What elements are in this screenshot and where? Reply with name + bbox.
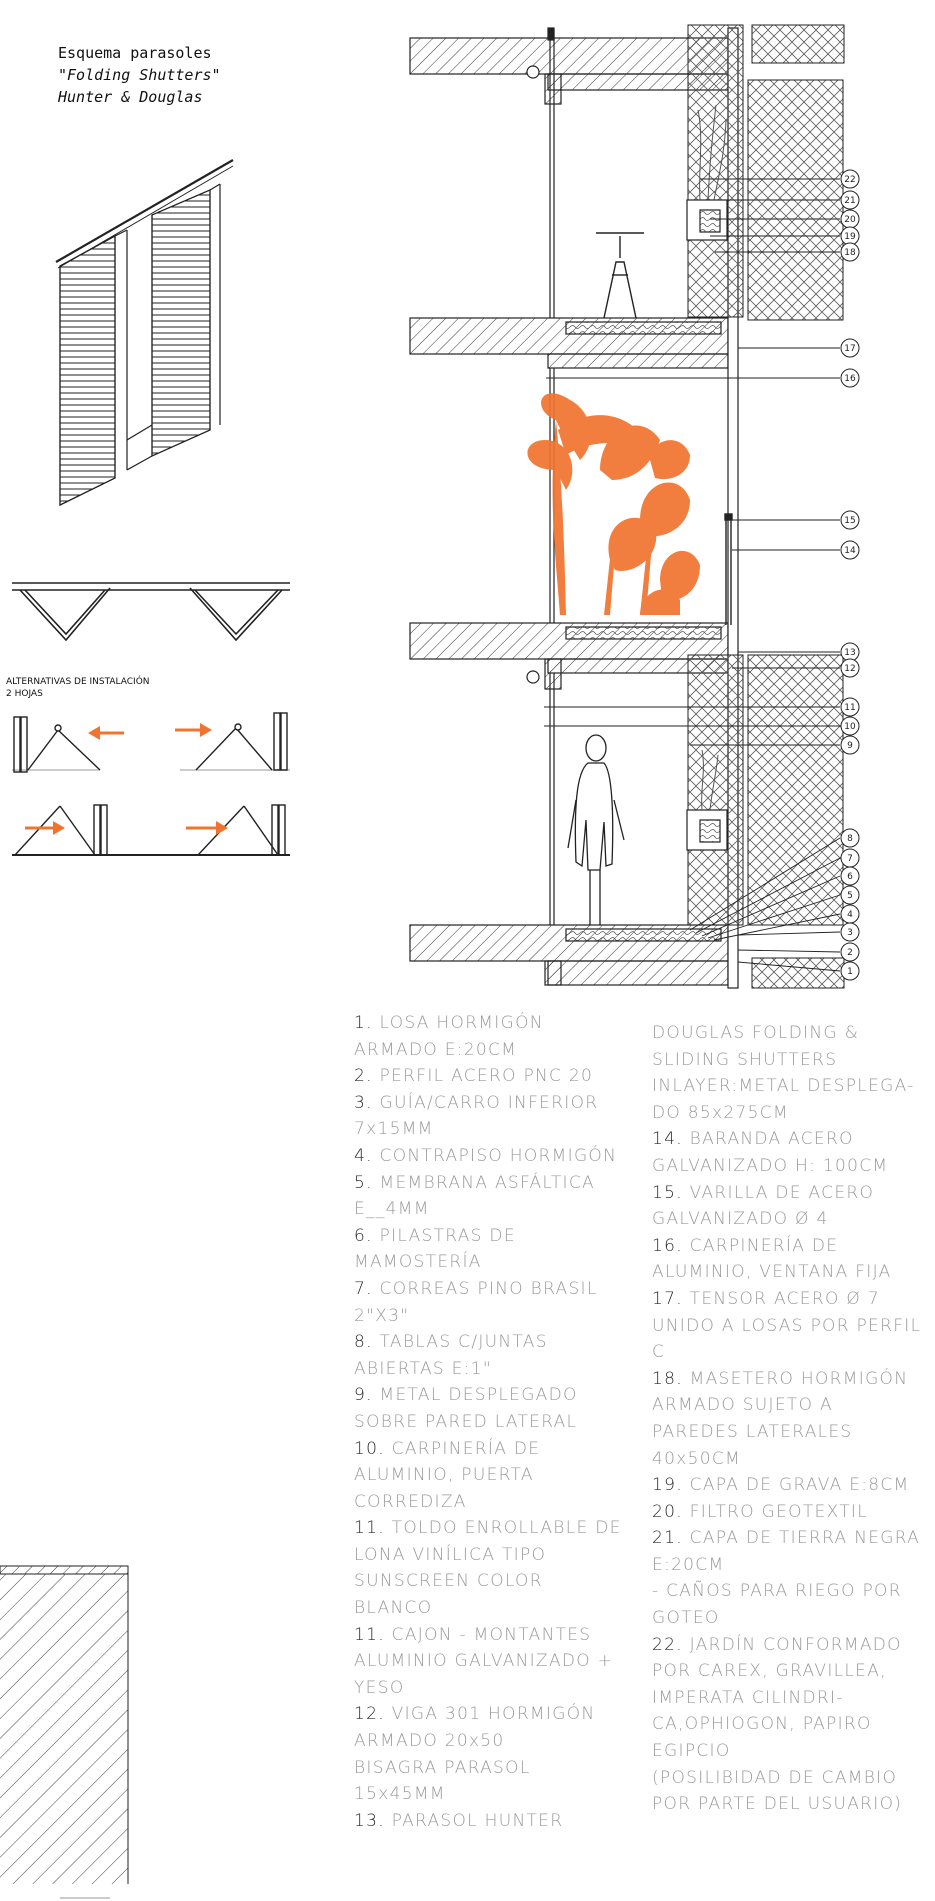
legend-item-12: 12. VIGA 301 HORMIGÓN ARMADO 20x50 BISAGRA PARASOL 15x45MM <box>354 1704 596 1805</box>
callout-10 <box>841 717 859 735</box>
svg-text:12: 12 <box>844 664 856 674</box>
legend-item-13: 13. PARASOL HUNTER <box>354 1810 564 1831</box>
legend-item-2: 2. PERFIL ACERO PNC 20 <box>354 1066 594 1087</box>
callout-1 <box>841 962 859 980</box>
legend-item-5: 5. MEMBRANA ASFÁLTICA E__4MM <box>354 1172 595 1220</box>
legend-item-6: 6. PILASTRAS DE MAMOSTERÍA <box>354 1225 516 1273</box>
svg-text:8: 8 <box>847 834 853 844</box>
installation-line-1: ALTERNATIVAS DE INSTALACIÓN <box>6 677 150 687</box>
legend-item-11b: 11. CAJON - MONTANTES ALUMINIO GALVANIZADO + YESO <box>354 1624 614 1698</box>
callout-21 <box>841 191 859 209</box>
person-figure <box>568 735 624 925</box>
svg-text:20: 20 <box>844 215 856 225</box>
svg-text:16: 16 <box>844 374 856 384</box>
legend-item-13-continued: DOUGLAS FOLDING & SLIDING SHUTTERS INLAYER:METAL DESPLEGA- DO 85x275CM <box>652 1023 915 1123</box>
callout-3 <box>841 923 859 941</box>
legend-item-14: 14. BARANDA ACERO GALVANIZADO H: 100CM <box>652 1129 889 1176</box>
callout-5 <box>841 886 859 904</box>
legend-item-16: 16. CARPINERÍA DE ALUMINIO, VENTANA FIJA <box>652 1235 892 1283</box>
legend-item-7: 7. CORREAS PINO BRASIL 2"X3" <box>354 1278 598 1326</box>
callout-4 <box>841 905 859 923</box>
stool-figure <box>596 233 644 318</box>
svg-text:11: 11 <box>844 703 856 713</box>
title-line-1: Esquema parasoles <box>58 44 212 62</box>
legend-item-20: 20. FILTRO GEOTEXTIL <box>652 1501 868 1522</box>
callout-8 <box>841 829 859 847</box>
bottom-hatched-block <box>0 1560 140 1901</box>
svg-text:14: 14 <box>844 546 856 556</box>
svg-text:17: 17 <box>844 344 856 354</box>
orange-plants <box>527 393 700 615</box>
svg-text:5: 5 <box>847 891 853 901</box>
callout-22 <box>841 170 859 188</box>
legend-item-10: 10. CARPINERÍA DE ALUMINIO, PUERTA CORREDIZA <box>354 1438 541 1512</box>
callout-bubbles <box>841 170 859 980</box>
callout-15 <box>841 511 859 529</box>
legend-item-8: 8. TABLAS C/JUNTAS ABIERTAS E:1" <box>354 1332 548 1379</box>
callout-19 <box>841 227 859 245</box>
svg-text:10: 10 <box>844 722 856 732</box>
callout-12 <box>841 659 859 677</box>
callout-6 <box>841 867 859 885</box>
callout-20 <box>841 210 859 228</box>
svg-text:13: 13 <box>844 648 856 658</box>
legend-item-19: 19. CAPA DE GRAVA E:8CM <box>652 1475 910 1496</box>
callout-11 <box>841 698 859 716</box>
svg-text:7: 7 <box>847 854 853 864</box>
callout-7 <box>841 849 859 867</box>
title-line-3: Hunter & Douglas <box>58 88 203 106</box>
legend-item-15: 15. VARILLA DE ACERO GALVANIZADO Ø 4 <box>652 1182 875 1230</box>
svg-text:2: 2 <box>847 948 853 958</box>
shutter-plan-view <box>12 583 290 640</box>
legend-item-1: 1. LOSA HORMIGÓN ARMADO E:20CM <box>354 1013 544 1060</box>
callout-17 <box>841 339 859 357</box>
callout-18 <box>841 243 859 261</box>
legend-item-21: 21. CAPA DE TIERRA NEGRA E:20CM - CAÑOS PARA RIEGO POR GOTEO <box>652 1528 921 1629</box>
shutter-isometric <box>56 160 233 505</box>
legend-item-11a: 11. TOLDO ENROLLABLE DE LONA VINÍLICA TIPO SUNSCREEN COLOR BLANCO <box>354 1518 622 1619</box>
legend-item-4: 4. CONTRAPISO HORMIGÓN <box>354 1145 618 1166</box>
svg-text:3: 3 <box>847 928 853 938</box>
legend-column-1 <box>354 1010 624 1834</box>
legend-item-17: 17. TENSOR ACERO Ø 7 UNIDO A LOSAS POR PERFIL C <box>652 1288 922 1363</box>
svg-text:6: 6 <box>847 872 853 882</box>
legend-column-2 <box>652 1020 932 1818</box>
callout-16 <box>841 369 859 387</box>
legend-item-18: 18. MASETERO HORMIGÓN ARMADO SUJETO A PAREDES LATERALES 40x50CM <box>652 1368 909 1469</box>
svg-text:1: 1 <box>847 967 853 977</box>
svg-text:4: 4 <box>847 910 853 920</box>
legend-item-3: 3. GUÍA/CARRO INFERIOR 7x15MM <box>354 1092 599 1140</box>
installation-line-2: 2 HOJAS <box>6 689 43 699</box>
svg-text:21: 21 <box>844 196 856 206</box>
legend-item-9: 9. METAL DESPLEGADO SOBRE PARED LATERAL <box>354 1385 578 1432</box>
callout-13 <box>841 643 859 661</box>
svg-text:9: 9 <box>847 741 853 751</box>
title-line-2: "Folding Shutters" <box>58 66 221 84</box>
svg-text:22: 22 <box>844 175 856 185</box>
svg-text:15: 15 <box>844 516 856 526</box>
callout-14 <box>841 541 859 559</box>
legend-item-22: 22. JARDÍN CONFORMADO POR CAREX, GRAVILLEA, IMPERATA CILINDRI- CA,OPHIOGON, PAPIRO EGIPCIO (POSILIBIDAD DE CAMBIO POR PARTE DEL USUARIO) <box>652 1634 903 1815</box>
svg-text:18: 18 <box>844 248 856 258</box>
direction-arrows <box>25 723 228 835</box>
svg-text:19: 19 <box>844 232 856 242</box>
callout-9 <box>841 736 859 754</box>
callout-2 <box>841 943 859 961</box>
